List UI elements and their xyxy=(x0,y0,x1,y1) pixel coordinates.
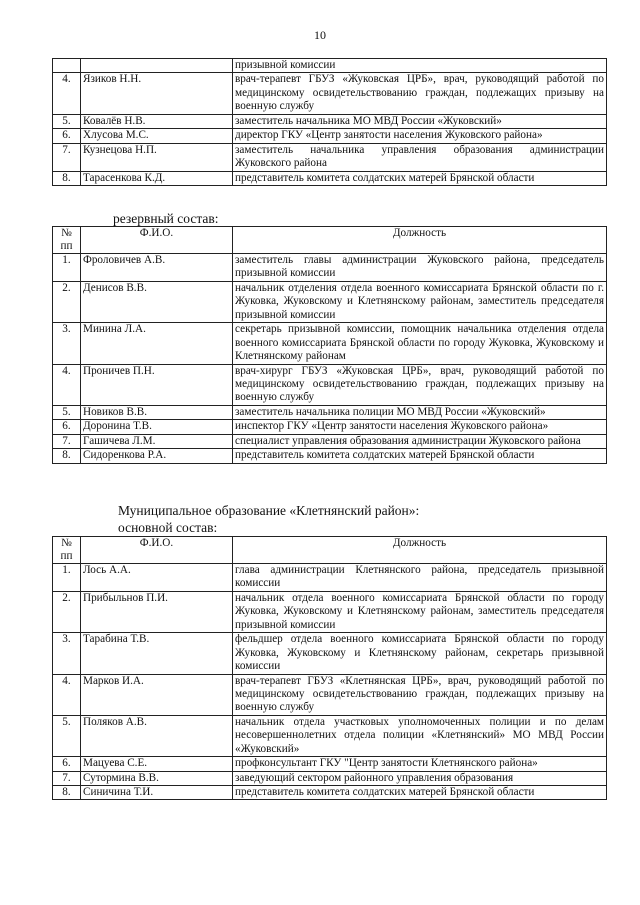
row-number: 3. xyxy=(53,323,81,364)
table-row xyxy=(53,591,607,632)
table-row xyxy=(53,364,607,405)
table-header-row xyxy=(53,537,607,564)
table-row xyxy=(53,564,607,592)
table-row xyxy=(53,171,607,185)
person-position: призывной комиссии xyxy=(233,59,607,73)
row-number: 8. xyxy=(53,786,81,800)
person-name: Кузнецова Н.П. xyxy=(81,143,233,171)
person-position: представитель комитета солдатских матерей Брянской области xyxy=(233,786,607,800)
person-name: Прибыльнов П.И. xyxy=(81,591,233,632)
table-row xyxy=(53,674,607,715)
table-row xyxy=(53,129,607,143)
table-row xyxy=(53,405,607,419)
table-row xyxy=(53,114,607,128)
person-position: начальник отделения отдела военного комиссариата Брянской области по г. Жуковка, Жуковскому и Клетнянскому районам, заместитель председателя призывной комиссии xyxy=(233,281,607,322)
header-name: Ф.И.О. xyxy=(81,537,233,564)
row-number: 5. xyxy=(53,405,81,419)
table-row xyxy=(53,73,607,114)
person-position: заместитель начальника управления образования администрации Жуковского района xyxy=(233,143,607,171)
table-row xyxy=(53,771,607,785)
person-name: Сутормина В.В. xyxy=(81,771,233,785)
person-position: представитель комитета солдатских матерей Брянской области xyxy=(233,449,607,463)
table-main-staff-continued xyxy=(52,58,607,186)
person-position: врач-терапевт ГБУЗ «Клетнянская ЦРБ», врач, руководящий работой по медицинскому освидетельствованию граждан, подлежащих призыву на военную службу xyxy=(233,674,607,715)
row-number: 4. xyxy=(53,73,81,114)
row-number: 4. xyxy=(53,364,81,405)
header-position: Должность xyxy=(233,537,607,564)
person-name: Минина Л.А. xyxy=(81,323,233,364)
table-row xyxy=(53,143,607,171)
person-name: Фроловичев А.В. xyxy=(81,254,233,282)
table-row xyxy=(53,633,607,674)
person-position: начальник отдела военного комиссариата Брянской области по городу Жуковка, Жуковскому и Клетнянскому районам, заместитель председателя призывной комиссии xyxy=(233,591,607,632)
row-number: 1. xyxy=(53,254,81,282)
header-name: Ф.И.О. xyxy=(81,227,233,254)
person-name: Язиков Н.Н. xyxy=(81,73,233,114)
person-position: начальник отдела участковых уполномоченных полиции и по делам несовершеннолетних отдела полиции «Клетнянский» МО МВД России «Жуковский» xyxy=(233,715,607,756)
person-name: Ковалёв Н.В. xyxy=(81,114,233,128)
header-position: Должность xyxy=(233,227,607,254)
person-position: глава администрации Клетнянского района, председатель призывной комиссии xyxy=(233,564,607,592)
person-position: заместитель главы администрации Жуковского района, председатель призывной комиссии xyxy=(233,254,607,282)
person-name: Гашичева Л.М. xyxy=(81,434,233,448)
table-header-row xyxy=(53,227,607,254)
table-kletnya-main-staff xyxy=(52,536,607,800)
person-name: Лось А.А. xyxy=(81,564,233,592)
table-row xyxy=(53,254,607,282)
table-row xyxy=(53,757,607,771)
row-number: 6. xyxy=(53,757,81,771)
person-position: представитель комитета солдатских матерей Брянской области xyxy=(233,171,607,185)
row-number: 6. xyxy=(53,420,81,434)
row-number xyxy=(53,59,81,73)
row-number: 1. xyxy=(53,564,81,592)
table-row xyxy=(53,434,607,448)
person-name: Денисов В.В. xyxy=(81,281,233,322)
person-name: Марков И.А. xyxy=(81,674,233,715)
table-row xyxy=(53,281,607,322)
person-name: Поляков А.В. xyxy=(81,715,233,756)
person-name: Тарабина Т.В. xyxy=(81,633,233,674)
person-position: инспектор ГКУ «Центр занятости населения Жуковского района» xyxy=(233,420,607,434)
row-number: 7. xyxy=(53,434,81,448)
person-name: Проничев П.Н. xyxy=(81,364,233,405)
row-number: 4. xyxy=(53,674,81,715)
person-position: фельдшер отдела военного комиссариата Брянской области по городу Жуковка, Жуковскому и Клетнянскому районам, секретарь призывной комиссии xyxy=(233,633,607,674)
header-num: № пп xyxy=(53,537,81,564)
table-row xyxy=(53,59,607,73)
table-row xyxy=(53,715,607,756)
table-row xyxy=(53,323,607,364)
row-number: 2. xyxy=(53,281,81,322)
person-name: Тарасенкова К.Д. xyxy=(81,171,233,185)
person-name: Доронина Т.В. xyxy=(81,420,233,434)
table-reserve-staff xyxy=(52,226,607,464)
page-number: 10 xyxy=(314,28,326,42)
row-number: 7. xyxy=(53,143,81,171)
person-position: врач-терапевт ГБУЗ «Жуковская ЦРБ», врач, руководящий работой по медицинскому освидетельствованию граждан, подлежащих призыву на военную службу xyxy=(233,73,607,114)
person-position: секретарь призывной комиссии, помощник начальника отделения отдела военного комиссариата Брянской области по городу Жуковка, Жуковскому и Клетнянскому районам xyxy=(233,323,607,364)
reserve-heading: резервный состав: xyxy=(113,211,219,226)
person-name: Мацуева С.Е. xyxy=(81,757,233,771)
row-number: 3. xyxy=(53,633,81,674)
municipality-heading: Муниципальное образование «Клетнянский район»: xyxy=(118,503,420,518)
row-number: 2. xyxy=(53,591,81,632)
person-position: заместитель начальника полиции МО МВД России «Жуковский» xyxy=(233,405,607,419)
person-name: Хлусова М.С. xyxy=(81,129,233,143)
person-name: Сидоренкова Р.А. xyxy=(81,449,233,463)
person-position: профконсультант ГКУ "Центр занятости Клетнянского района» xyxy=(233,757,607,771)
person-position: директор ГКУ «Центр занятости населения Жуковского района» xyxy=(233,129,607,143)
person-position: врач-хирург ГБУЗ «Жуковская ЦРБ», врач, руководящий работой по медицинскому освидетельствованию граждан, подлежащих призыву на военную службу xyxy=(233,364,607,405)
person-position: специалист управления образования администрации Жуковского района xyxy=(233,434,607,448)
row-number: 8. xyxy=(53,171,81,185)
row-number: 6. xyxy=(53,129,81,143)
table-row xyxy=(53,420,607,434)
row-number: 5. xyxy=(53,114,81,128)
table-row xyxy=(53,786,607,800)
row-number: 5. xyxy=(53,715,81,756)
person-name: Новиков В.В. xyxy=(81,405,233,419)
header-num: № пп xyxy=(53,227,81,254)
row-number: 7. xyxy=(53,771,81,785)
person-name: Синичина Т.И. xyxy=(81,786,233,800)
row-number: 8. xyxy=(53,449,81,463)
table-row xyxy=(53,449,607,463)
person-position: заведующий сектором районного управления образования xyxy=(233,771,607,785)
main-staff-heading: основной состав: xyxy=(118,520,218,535)
person-name xyxy=(81,59,233,73)
person-position: заместитель начальника МО МВД России «Жуковский» xyxy=(233,114,607,128)
